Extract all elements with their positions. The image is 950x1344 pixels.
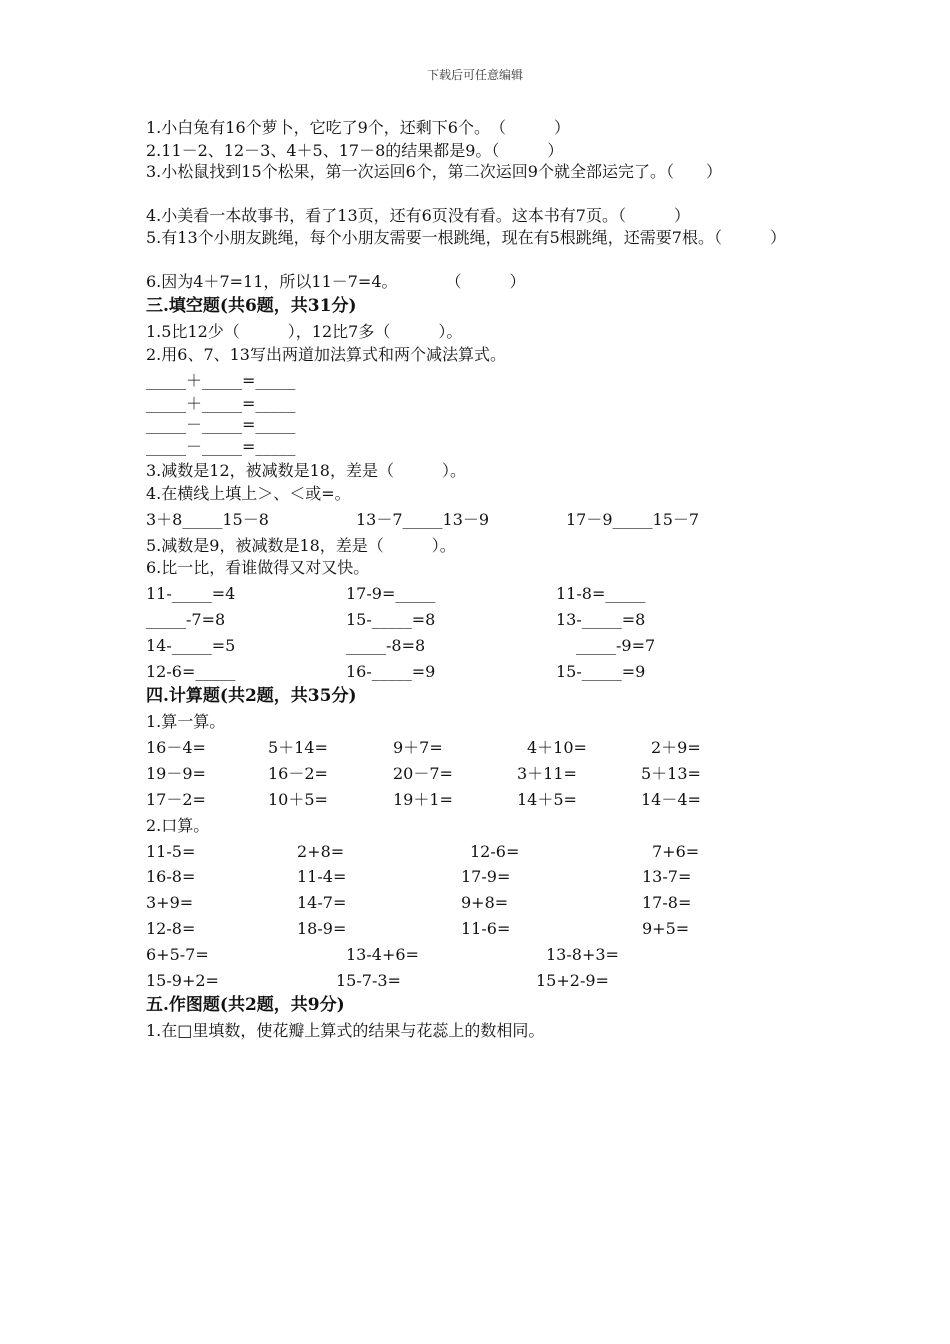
calc-q1: 1.算一算。 — [146, 712, 226, 731]
compare-item-1: 3＋8_____15－8 — [146, 510, 269, 529]
oral-mixed-cell: 15-7-3= — [336, 971, 401, 990]
judge-item-1: 1.小白兔有16个萝卜，它吃了9个，还剩下6个。 （ ） — [146, 118, 570, 137]
grid-cell: _____-9=7 — [576, 636, 656, 655]
calc-cell: 14－4= — [641, 790, 701, 809]
calc-cell: 17－2= — [146, 790, 206, 809]
calc-cell: 20－7= — [393, 764, 453, 783]
oral-mixed-cell: 6+5-7= — [146, 945, 209, 964]
calc-cell: 5＋13= — [641, 764, 701, 783]
calc-cell: 19＋1= — [393, 790, 453, 809]
oral-cell: 3+9= — [146, 893, 194, 912]
calc-cell: 19－9= — [146, 764, 206, 783]
fill-q1: 1.5比12少（ ），12比7多（ ）。 — [146, 322, 463, 341]
oral-cell: 12-8= — [146, 919, 196, 938]
oral-cell: 18-9= — [297, 919, 347, 938]
oral-mixed-cell: 13-8+3= — [546, 945, 619, 964]
grid-cell: 15-_____=8 — [346, 610, 436, 629]
judge-item-3: 3.小松鼠找到15个松果，第一次运回6个，第二次运回9个就全部运完了。（ ） — [146, 162, 722, 181]
oral-mixed-cell: 15+2-9= — [536, 971, 609, 990]
section-3-title: 三.填空题(共6题，共31分) — [146, 296, 357, 316]
calc-q2: 2.口算。 — [146, 816, 210, 835]
calc-cell: 14＋5= — [517, 790, 577, 809]
judge-item-5: 5.有13个小朋友跳绳，每个小朋友需要一根跳绳，现在有5根跳绳，还需要7根。（ ） — [146, 228, 786, 247]
grid-cell: 17-9=_____ — [346, 584, 436, 603]
grid-cell: _____-8=8 — [346, 636, 426, 655]
compare-item-2: 13－7_____13－9 — [356, 510, 490, 529]
oral-cell: 11-4= — [297, 867, 347, 886]
oral-cell: 9+8= — [461, 893, 509, 912]
calc-cell: 16－4= — [146, 738, 206, 757]
grid-cell: 11-8=_____ — [556, 584, 646, 603]
oral-cell: 12-6= — [470, 842, 520, 861]
oral-cell: 13-7= — [642, 867, 692, 886]
calc-cell: 4＋10= — [527, 738, 587, 757]
calc-cell: 5＋14= — [268, 738, 328, 757]
section-5-title: 五.作图题(共2题，共9分) — [146, 995, 345, 1015]
calc-cell: 2＋9= — [651, 738, 701, 757]
oral-mixed-cell: 15-9+2= — [146, 971, 219, 990]
oral-mixed-cell: 13-4+6= — [346, 945, 419, 964]
oral-cell: 9+5= — [642, 919, 690, 938]
draw-q1: 1.在□里填数，使花瓣上算式的结果与花蕊上的数相同。 — [146, 1021, 545, 1040]
oral-cell: 17-8= — [642, 893, 692, 912]
grid-cell: 13-_____=8 — [556, 610, 646, 629]
fill-q3: 3.减数是12，被减数是18，差是（ ）。 — [146, 461, 466, 480]
grid-cell: 11-_____=4 — [146, 584, 236, 603]
fill-q4: 4.在横线上填上＞、＜或=。 — [146, 484, 351, 503]
grid-cell: _____-7=8 — [146, 610, 226, 629]
calc-cell: 16－2= — [268, 764, 328, 783]
oral-cell: 14-7= — [297, 893, 347, 912]
equation-blank-3: _____－_____=_____ — [146, 415, 296, 434]
fill-q5: 5.减数是9，被减数是18，差是（ ）。 — [146, 536, 456, 555]
fill-q2: 2.用6、7、13写出两道加法算式和两个减法算式。 — [146, 345, 506, 364]
calc-cell: 3＋11= — [517, 764, 577, 783]
page-header: 下载后可任意编辑 — [426, 68, 523, 82]
grid-cell: 16-_____=9 — [346, 662, 436, 681]
grid-cell: 14-_____=5 — [146, 636, 236, 655]
fill-q6: 6.比一比，看谁做得又对又快。 — [146, 558, 370, 577]
calc-cell: 9＋7= — [393, 738, 443, 757]
judge-item-6: 6.因为4＋7=11，所以11－7=4。 （ ） — [146, 272, 526, 291]
judge-item-4: 4.小美看一本故事书，看了13页，还有6页没有看。这本书有7页。（ ） — [146, 206, 690, 225]
grid-cell: 12-6=_____ — [146, 662, 236, 681]
section-4-title: 四.计算题(共2题，共35分) — [146, 686, 357, 706]
oral-cell: 7+6= — [652, 842, 700, 861]
oral-cell: 11-6= — [461, 919, 511, 938]
equation-blank-1: _____＋_____=_____ — [146, 371, 296, 390]
oral-cell: 11-5= — [146, 842, 196, 861]
judge-item-2: 2.11－2、12－3、4＋5、17－8的结果都是9。（ ） — [146, 141, 564, 160]
equation-blank-4: _____－_____=_____ — [146, 437, 296, 456]
oral-cell: 16-8= — [146, 867, 196, 886]
oral-cell: 2+8= — [297, 842, 345, 861]
compare-item-3: 17－9_____15－7 — [566, 510, 700, 529]
calc-cell: 10＋5= — [268, 790, 328, 809]
oral-cell: 17-9= — [461, 867, 511, 886]
grid-cell: 15-_____=9 — [556, 662, 646, 681]
equation-blank-2: _____＋_____=_____ — [146, 394, 296, 413]
